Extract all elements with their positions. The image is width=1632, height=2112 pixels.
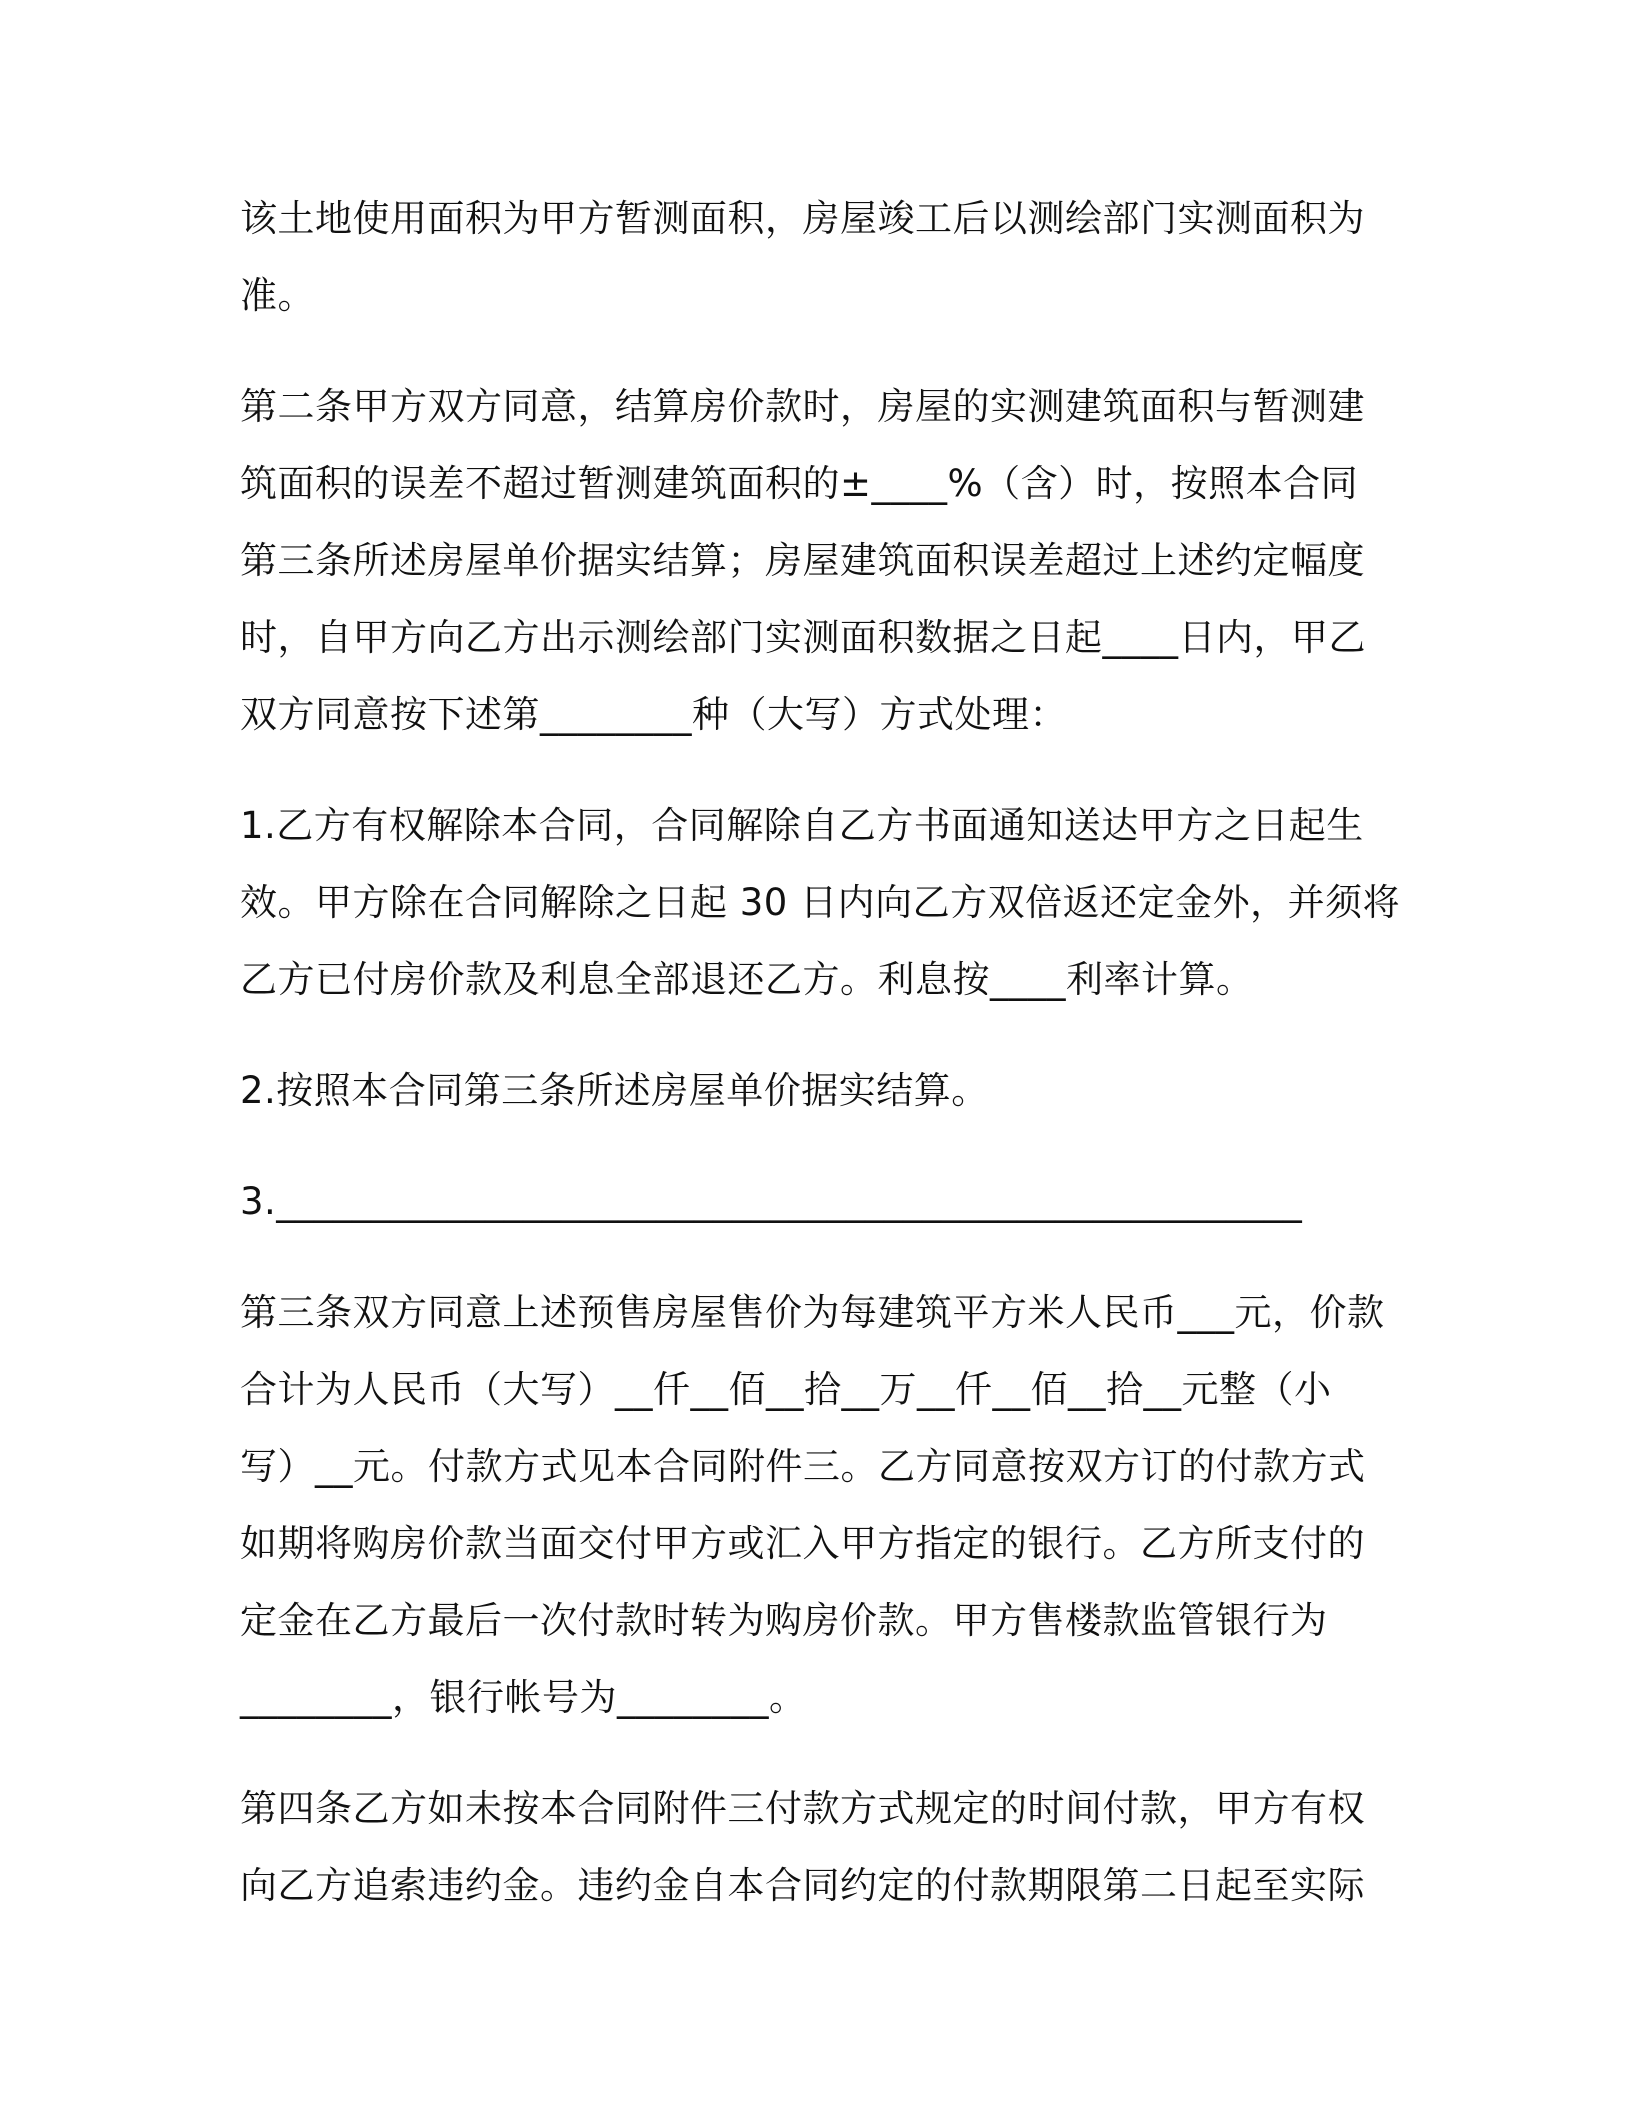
text-line: 写）__元。付款方式见本合同附件三。乙方同意按双方订的付款方式 <box>240 1445 1366 1488</box>
document-page <box>240 180 1401 1958</box>
text-line: 第三条所述房屋单价据实结算；房屋建筑面积误差超过上述约定幅度 <box>240 539 1365 582</box>
text-line: 双方同意按下述第________种（大写）方式处理： <box>240 693 1067 736</box>
text-line: 准。 <box>240 274 315 317</box>
text-line: 合计为人民币（大写）__仟__佰__拾__万__仟__佰__拾__元整（小 <box>240 1368 1332 1411</box>
text-line: 第四条乙方如未按本合同附件三付款方式规定的时间付款，甲方有权 <box>240 1787 1365 1830</box>
text-line: 定金在乙方最后一次付款时转为购房价款。甲方售楼款监管银行为 <box>240 1599 1328 1642</box>
text-line: 效。甲方除在合同解除之日起 30 日内向乙方双倍返还定金外，并须将 <box>240 881 1401 924</box>
text-line: 2.按照本合同第三条所述房屋单价据实结算。 <box>240 1069 989 1112</box>
paragraph-option-2 <box>240 1052 1390 1129</box>
text-line: 乙方已付房价款及利息全部退还乙方。利息按____利率计算。 <box>240 958 1254 1001</box>
paragraph-article-3 <box>240 1274 1390 1736</box>
paragraph-land-area <box>240 180 1390 334</box>
text-line: 3.______________________________________________________ <box>240 1180 1303 1223</box>
paragraph-article-4 <box>240 1770 1390 1924</box>
paragraph-article-2 <box>240 368 1390 753</box>
text-line: 1.乙方有权解除本合同，合同解除自乙方书面通知送达甲方之日起生 <box>240 804 1364 847</box>
text-line: ________，银行帐号为________。 <box>240 1676 807 1719</box>
text-line: 如期将购房价款当面交付甲方或汇入甲方指定的银行。乙方所支付的 <box>240 1522 1365 1565</box>
text-line: 时，自甲方向乙方出示测绘部门实测面积数据之日起____日内，甲乙 <box>240 616 1366 659</box>
text-line: 该土地使用面积为甲方暂测面积，房屋竣工后以测绘部门实测面积为 <box>240 197 1365 240</box>
text-line: 第二条甲方双方同意，结算房价款时，房屋的实测建筑面积与暂测建 <box>240 385 1365 428</box>
paragraph-option-3 <box>240 1163 1390 1240</box>
text-line: 筑面积的误差不超过暂测建筑面积的±____%（含）时，按照本合同 <box>240 462 1359 505</box>
text-line: 第三条双方同意上述预售房屋售价为每建筑平方米人民币___元，价款 <box>240 1291 1385 1334</box>
text-line: 向乙方追索违约金。违约金自本合同约定的付款期限第二日起至实际 <box>240 1864 1365 1907</box>
paragraph-option-1 <box>240 787 1401 1018</box>
